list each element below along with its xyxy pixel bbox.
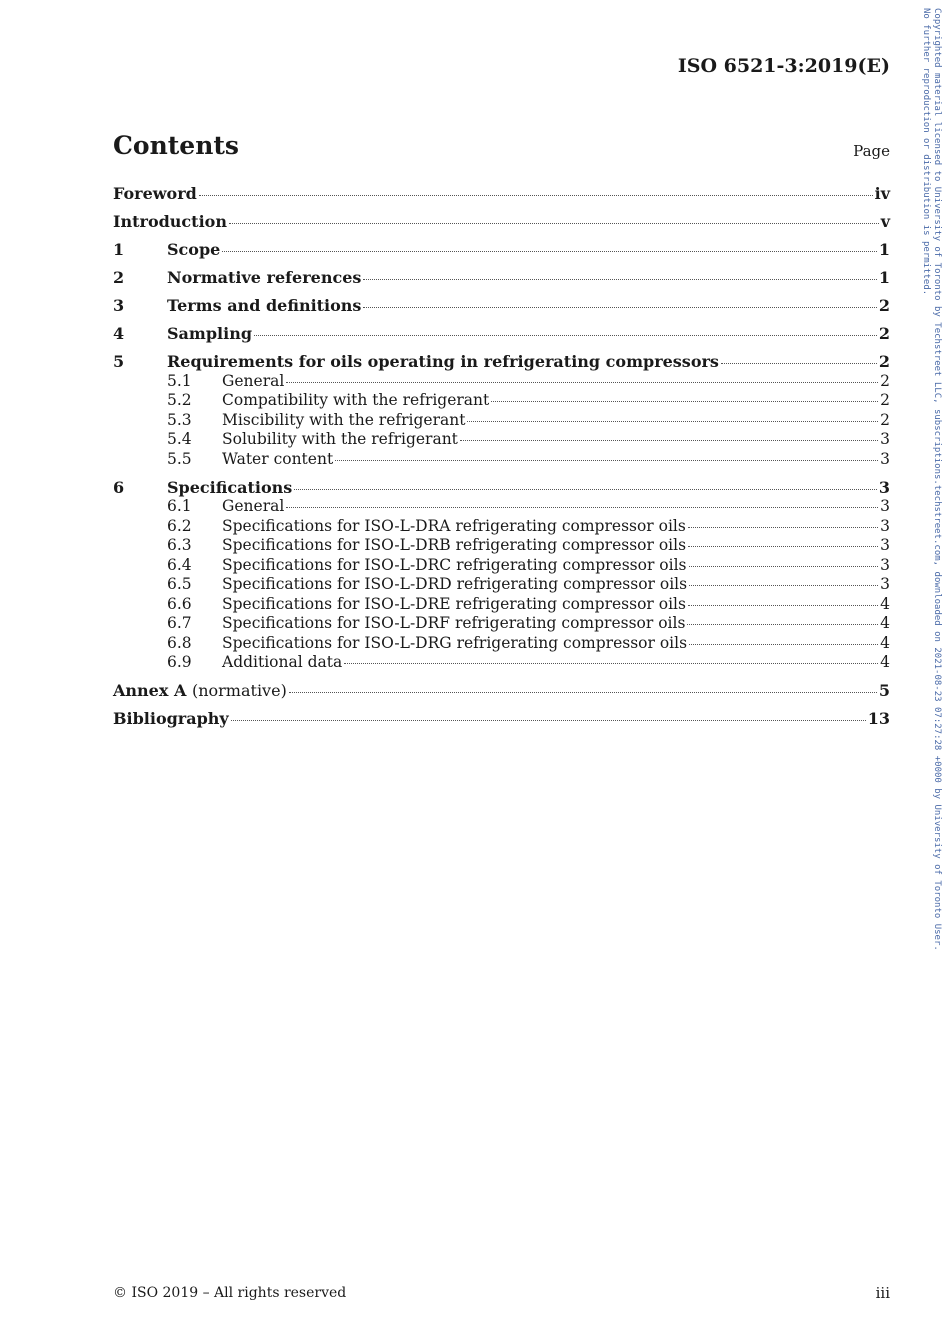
toc-entry-number: 4	[113, 324, 125, 343]
toc-subentry-6-9[interactable]	[113, 653, 890, 673]
toc-entry-page: 3	[880, 430, 890, 448]
toc-entry-title	[113, 681, 287, 701]
toc-entry-number: 3	[113, 296, 125, 315]
license-line-1: Copyrighted material licensed to University of Toronto by Techstreet LLC, subscriptions.techstreet.com, downloaded on 2021-08-23 07:27:28 +0000 by University of Toronto User.	[932, 8, 942, 951]
toc-entry-title: Bibliography	[113, 709, 229, 728]
page-column-label: Page	[853, 142, 890, 160]
toc-entry-title: Miscibility with the refrigerant	[222, 410, 466, 429]
toc-entry-number: 6	[113, 477, 125, 497]
dot-leader	[689, 585, 878, 586]
toc-entry-requirements[interactable]	[113, 352, 890, 372]
dot-leader	[688, 527, 878, 528]
toc-subentry-6-4[interactable]	[113, 556, 890, 576]
table-of-contents	[113, 184, 890, 729]
toc-entry-page: v	[880, 212, 890, 231]
toc-entry-title: Specifications for ISO-L-DRF refrigerating compressor oils	[222, 614, 686, 632]
toc-entry-number: 6.3	[167, 536, 192, 554]
toc-entry-number: 6.7	[167, 614, 192, 632]
toc-subentry-6-6[interactable]	[113, 595, 890, 615]
dot-leader	[286, 507, 878, 508]
dot-leader	[294, 489, 877, 490]
toc-entry-page: 4	[880, 653, 890, 671]
toc-subentry-6-1[interactable]	[113, 497, 890, 517]
toc-entry-title: Specifications for ISO-L-DRB refrigerating compressor oils	[222, 536, 687, 554]
dot-leader	[467, 421, 878, 422]
footer-copyright: © ISO 2019 – All rights reserved	[113, 1285, 347, 1301]
toc-entry-title: Compatibility with the refrigerant	[222, 391, 490, 409]
toc-subentry-5-2[interactable]	[113, 391, 890, 411]
toc-entry-title: Water content	[222, 449, 334, 468]
dot-leader	[689, 566, 879, 567]
toc-entry-title: General	[222, 497, 285, 515]
license-watermark-text	[920, 8, 942, 951]
toc-entry-title: Terms and definitions	[167, 296, 362, 315]
dot-leader	[231, 720, 866, 721]
dot-leader	[344, 663, 878, 664]
toc-entry-bibliography[interactable]	[113, 709, 890, 729]
toc-subentry-6-2[interactable]	[113, 517, 890, 537]
toc-entry-title: Specifications for ISO-L-DRE refrigerating compressor oils	[222, 594, 686, 613]
toc-subentry-6-8[interactable]	[113, 634, 890, 654]
toc-entry-number: 5.3	[167, 410, 192, 429]
toc-entry-page: 1	[878, 240, 890, 259]
toc-entry-page: 2	[878, 352, 890, 371]
toc-entry-page: 2	[878, 324, 890, 343]
toc-entry-scope[interactable]	[113, 240, 890, 260]
dot-leader	[491, 401, 878, 402]
toc-entry-title: Requirements for oils operating in refrigerating compressors	[167, 352, 719, 371]
toc-entry-number: 6.9	[167, 653, 192, 671]
toc-entry-page: 4	[880, 614, 890, 632]
toc-subentry-5-3[interactable]	[113, 411, 890, 431]
toc-entry-introduction[interactable]	[113, 212, 890, 232]
toc-entry-number: 5.2	[167, 391, 192, 409]
dot-leader	[688, 546, 878, 547]
toc-subentry-5-4[interactable]	[113, 430, 890, 450]
dot-leader	[363, 279, 876, 280]
toc-entry-number: 6.4	[167, 555, 192, 574]
dot-leader	[254, 335, 877, 336]
toc-entry-title: Sampling	[167, 324, 253, 343]
toc-entry-number: 1	[113, 240, 125, 259]
toc-entry-title: Specifications for ISO-L-DRC refrigerating compressor oils	[222, 555, 687, 574]
toc-entry-page: 4	[880, 633, 890, 652]
toc-entry-page: 3	[880, 449, 890, 468]
toc-entry-number: 2	[113, 268, 125, 287]
toc-entry-title: Specifications for ISO-L-DRA refrigerating compressor oils	[222, 516, 686, 535]
contents-title: Contents	[113, 131, 240, 160]
toc-entry-page: 3	[880, 575, 890, 593]
toc-entry-number: 5	[113, 352, 125, 371]
toc-entry-number: 6.8	[167, 633, 192, 652]
toc-entry-terms-and-definitions[interactable]	[113, 296, 890, 316]
dot-leader	[286, 382, 878, 383]
toc-subentry-6-7[interactable]	[113, 614, 890, 634]
toc-entry-normative-references[interactable]	[113, 268, 890, 288]
toc-subentry-6-3[interactable]	[113, 536, 890, 556]
toc-entry-page: iv	[874, 184, 890, 203]
toc-subentry-5-1[interactable]	[113, 372, 890, 392]
toc-entry-page: 4	[880, 594, 890, 613]
annex-label: Annex A	[113, 681, 187, 700]
toc-entry-page: 3	[880, 555, 890, 574]
dot-leader	[229, 223, 879, 224]
toc-entry-title: Specifications	[167, 477, 293, 497]
annex-type: (normative)	[191, 681, 287, 700]
toc-entry-page: 3	[878, 477, 890, 497]
toc-entry-specifications[interactable]	[113, 478, 890, 498]
toc-entry-title: Normative references	[167, 268, 362, 287]
toc-subentry-6-5[interactable]	[113, 575, 890, 595]
toc-entry-title: Foreword	[113, 184, 197, 203]
toc-entry-number: 6.1	[167, 497, 192, 515]
toc-entry-title: Specifications for ISO-L-DRD refrigerating compressor oils	[222, 575, 688, 593]
toc-entry-page: 2	[878, 296, 890, 315]
toc-entry-page: 5	[878, 681, 890, 700]
dot-leader	[199, 195, 873, 196]
dot-leader	[688, 605, 878, 606]
license-line-2: No further reproduction or distribution is permitted.	[921, 8, 931, 296]
dot-leader	[687, 624, 878, 625]
dot-leader	[363, 307, 876, 308]
toc-entry-page: 1	[878, 268, 890, 287]
dot-leader	[289, 692, 877, 693]
toc-entry-page: 2	[880, 391, 890, 409]
toc-entry-page: 3	[880, 497, 890, 515]
dot-leader	[335, 460, 878, 461]
footer-page-number: iii	[875, 1284, 890, 1302]
document-id: ISO 6521-3:2019(E)	[677, 55, 890, 77]
dot-leader	[222, 251, 877, 252]
toc-entry-title: Specifications for ISO-L-DRG refrigerating compressor oils	[222, 633, 688, 652]
toc-entry-number: 5.5	[167, 449, 192, 468]
toc-subentry-5-5[interactable]	[113, 450, 890, 470]
toc-entry-page: 3	[880, 536, 890, 554]
toc-entry-number: 6.2	[167, 516, 192, 535]
toc-entry-page: 2	[880, 410, 890, 429]
toc-entry-title: Solubility with the refrigerant	[222, 430, 458, 448]
dot-leader	[689, 644, 878, 645]
toc-entry-number: 5.4	[167, 430, 192, 448]
toc-entry-foreword[interactable]	[113, 184, 890, 204]
dot-leader	[721, 363, 877, 364]
toc-entry-title: General	[222, 371, 285, 390]
toc-entry-title: Introduction	[113, 212, 227, 231]
toc-entry-page: 13	[867, 709, 890, 728]
toc-entry-annex-a[interactable]	[113, 681, 890, 701]
toc-entry-number: 5.1	[167, 371, 192, 390]
toc-entry-title: Additional data	[222, 653, 343, 671]
toc-entry-sampling[interactable]	[113, 324, 890, 344]
license-watermark	[912, 8, 942, 951]
toc-entry-number: 6.5	[167, 575, 192, 593]
toc-entry-page: 3	[880, 516, 890, 535]
toc-entry-page: 2	[880, 371, 890, 390]
dot-leader	[460, 440, 878, 441]
toc-entry-number: 6.6	[167, 594, 192, 613]
toc-entry-title: Scope	[167, 240, 221, 259]
